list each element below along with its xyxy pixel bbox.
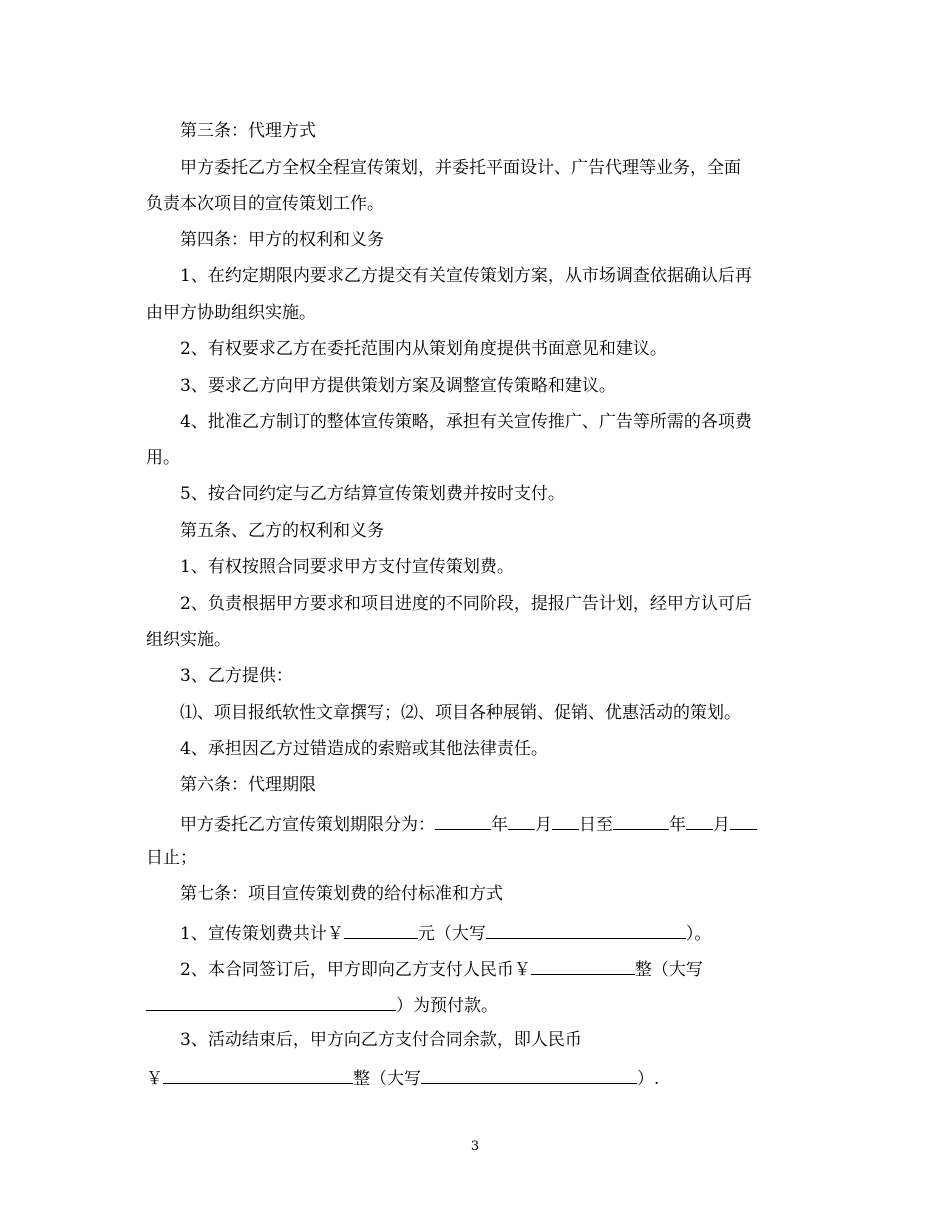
term-day-to-label: 日至 — [579, 815, 613, 835]
term-year-label: 年 — [669, 815, 686, 835]
fee-line-3: 3、活动结束后，甲方向乙方支付合同余款，即人民币 — [180, 1030, 582, 1050]
body-text-line: 1、有权按照合同要求甲方支付宣传策划费。 — [180, 557, 514, 577]
body-text-line: 负责本次项目的宣传策划工作。 — [146, 194, 384, 214]
article-6-heading: 第六条：代理期限 — [180, 775, 316, 795]
term-month-label: 月 — [713, 815, 730, 835]
amount-blank[interactable] — [163, 1066, 353, 1084]
body-text-line: 由甲方协助组织实施。 — [146, 303, 316, 323]
amount-blank[interactable] — [344, 921, 418, 939]
body-text-line: 2、有权要求乙方在委托范围内从策划角度提供书面意见和建议。 — [180, 339, 667, 359]
term-end-text: 日止； — [146, 848, 197, 868]
fee-2-prefix: 2、本合同签订后，甲方即向乙方支付人民币￥ — [180, 960, 531, 980]
fee-2-middle: 整（大写 — [634, 960, 703, 980]
article-7-heading: 第七条：项目宣传策划费的给付标准和方式 — [180, 884, 503, 904]
day-blank[interactable] — [552, 812, 579, 830]
article-4-heading: 第四条：甲方的权利和义务 — [180, 230, 384, 250]
month-blank[interactable] — [686, 812, 713, 830]
body-text-line: 组织实施。 — [146, 630, 231, 650]
month-blank[interactable] — [508, 812, 535, 830]
page-number: 3 — [470, 1139, 480, 1154]
article-3-heading: 第三条：代理方式 — [180, 121, 316, 141]
amount-blank[interactable] — [531, 957, 635, 975]
body-text-line: 用。 — [146, 448, 180, 468]
body-text-line: 4、批准乙方制订的整体宣传策略，承担有关宣传推广、广告等所需的各项费 — [180, 412, 752, 432]
body-text-line: 3、要求乙方向甲方提供策划方案及调整宣传策略和建议。 — [180, 376, 616, 396]
term-month-label: 月 — [535, 815, 552, 835]
fee-3-end: ）. — [637, 1069, 660, 1089]
body-text-line: 5、按合同约定与乙方结算宣传策划费并按时支付。 — [180, 484, 565, 504]
currency-symbol: ￥ — [146, 1069, 163, 1089]
body-text-line: 甲方委托乙方全权全程宣传策划，并委托平面设计、广告代理等业务，全面 — [180, 158, 741, 178]
fee-1-prefix: 1、宣传策划费共计￥ — [180, 924, 344, 944]
amount-in-words-blank[interactable] — [146, 993, 396, 1011]
amount-in-words-blank[interactable] — [486, 921, 686, 939]
fee-line-2-continued — [146, 993, 498, 1016]
term-prefix: 甲方委托乙方宣传策划期限分为： — [180, 815, 435, 835]
fee-2-end: ）为预付款。 — [396, 996, 498, 1016]
fee-1-yuan-label: 元（大写 — [417, 924, 486, 944]
article-5-heading: 第五条、乙方的权利和义务 — [180, 521, 384, 541]
fee-line-2 — [180, 957, 703, 980]
body-text-line: 3、乙方提供： — [180, 666, 293, 686]
term-year-label: 年 — [491, 815, 508, 835]
term-line — [180, 812, 757, 835]
amount-in-words-blank[interactable] — [421, 1066, 637, 1084]
body-text-line: ⑴、项目报纸软性文章撰写；⑵、项目各种展销、促销、优惠活动的策划。 — [180, 703, 741, 723]
body-text-line: 1、在约定期限内要求乙方提交有关宣传策划方案，从市场调查依据确认后再 — [180, 266, 752, 286]
body-text-line: 2、负责根据甲方要求和项目进度的不同阶段，提报广告计划，经甲方认可后 — [180, 594, 752, 614]
year-blank[interactable] — [613, 812, 669, 830]
fee-3-middle: 整（大写 — [353, 1069, 421, 1089]
fee-line-1 — [180, 921, 711, 944]
body-text-line: 4、承担因乙方过错造成的索赔或其他法律责任。 — [180, 739, 548, 759]
year-blank[interactable] — [435, 812, 491, 830]
fee-line-3-continued — [146, 1066, 659, 1089]
fee-1-end: ）。 — [685, 924, 712, 944]
day-blank[interactable] — [730, 812, 757, 830]
